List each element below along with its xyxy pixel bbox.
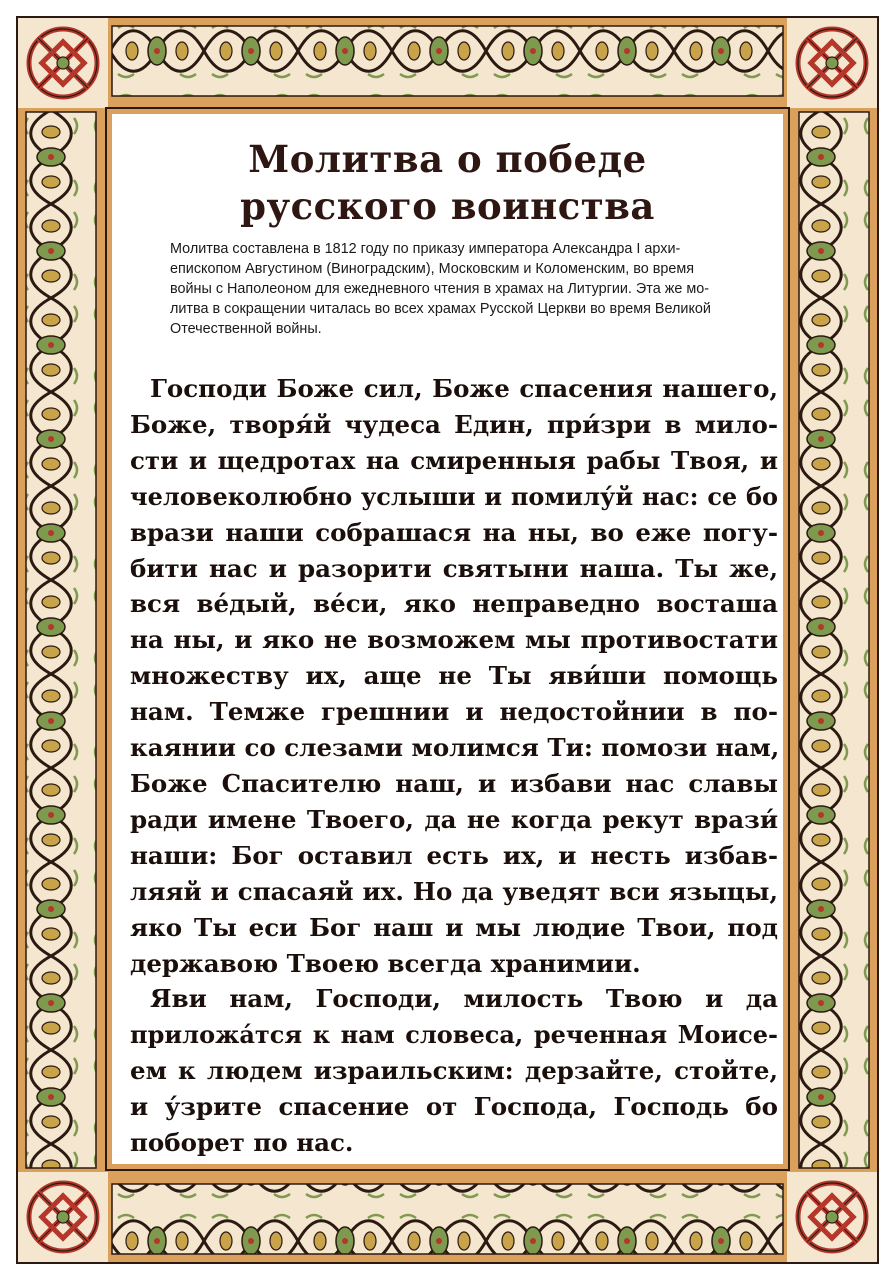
- prayer-line: Боже Спасителю наш, и избави нас славы: [130, 768, 778, 798]
- prayer-line: яко Ты еси Бог наш и мы людие Твои, под: [130, 912, 778, 942]
- prayer-line: бити нас и разорити святыни наша. Ты же,: [130, 553, 778, 583]
- prayer-line: вся ве́дый, ве́си, яко неправедно восташа: [130, 589, 778, 619]
- intro-line: войны с Наполеоном для ежедневного чтения в храмах на Литургии. Эта же мо-: [170, 281, 710, 297]
- prayer-line: Господи Боже сил, Боже спасения нашего,: [150, 374, 778, 403]
- prayer-line: державою Твоею всегда хранимии.: [130, 948, 641, 978]
- prayer-line: поборет по нас.: [130, 1128, 354, 1158]
- prayer-line: наши: Бог оставил есть их, и несть избав-: [130, 840, 778, 870]
- title-line: Молитва о победе: [248, 137, 647, 181]
- prayer-line: сти и щедротах на смиренныя рабы Твоя, и: [130, 445, 778, 475]
- prayer-line: множеству их, аще не Ты яви́ши помощь: [130, 661, 778, 691]
- prayer-line: Боже, творя́й чудеса Един, при́зри в мило-: [130, 409, 778, 439]
- page-title: [112, 136, 783, 230]
- prayer-line: приложа́тся к нам словеса, реченная Моисе-: [130, 1020, 778, 1050]
- prayer-line: ляяй и спасаяй их. Но да уведят вси языцы,: [130, 876, 778, 906]
- prayer-line: нам. Темже грешнии и недостойнии в по-: [130, 697, 778, 727]
- intro-line: Отечественной войны.: [170, 321, 322, 337]
- text-panel: [112, 114, 783, 1164]
- prayer-line: и у́зрите спасение от Господа, Господь бо: [130, 1092, 778, 1122]
- prayer-line: на ны, и яко не возможем мы противостати: [130, 625, 778, 655]
- prayer-line: Яви нам, Господи, милость Твою и да: [150, 984, 778, 1014]
- title-line: русского воинства: [240, 184, 655, 228]
- intro-line: епископом Августином (Виноградским), Московским и Коломенским, во время: [170, 261, 695, 277]
- prayer-line: каянии со слезами молимся Ти: помози нам,: [130, 733, 780, 763]
- prayer-line: ем к людем израильским: дерзайте, стойте,: [130, 1056, 778, 1086]
- prayer-line: врази наши собрашася на ны, во еже погу-: [130, 517, 778, 547]
- intro-line: Молитва составлена в 1812 году по приказу императора Александра I архи-: [170, 241, 681, 257]
- intro-paragraph: [170, 239, 780, 339]
- prayer-text: [130, 371, 778, 1161]
- intro-line: литва в сокращении читалась во всех храмах Русской Церкви во время Великой: [170, 301, 711, 317]
- prayer-line: человеколюбно услыши и помилу́й нас: се бо: [130, 481, 778, 511]
- prayer-line: ради имене Твоего, да не когда рекут врази́: [130, 804, 778, 834]
